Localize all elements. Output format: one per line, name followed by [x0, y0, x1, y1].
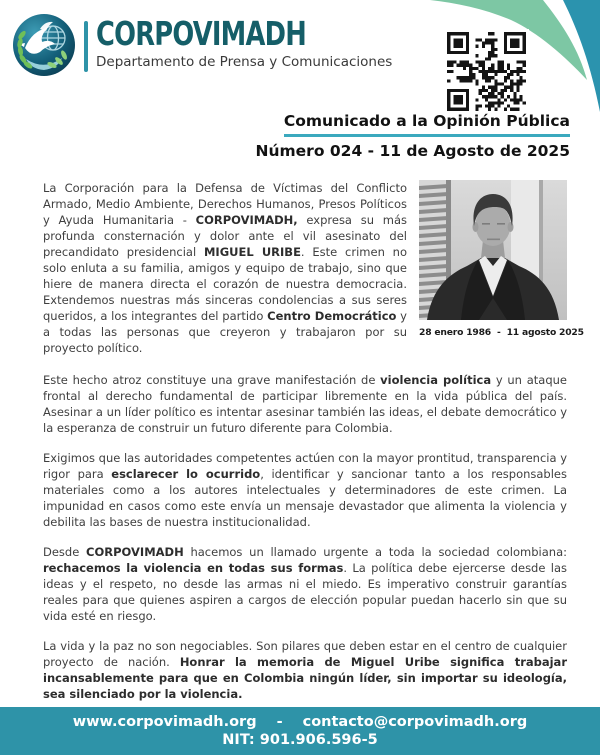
paragraph-intro: La Corporación para la Defensa de Víctimas del Conflicto Armado, Medio Ambiente, Derechos Humanos, Presos Políticos y Ayuda Humanitaria - CORPOVIMADH, expresa su más profunda consternación y dolor ante el vil asesinato del precandidato presidencial MIGUEL URIBE. Este crimen no solo enluta a su familia, amigos y equipo de trabajo, sino que hiere de manera directa el corazón de nuestra democracia. Extendemos nuestras más sinceras condolencias a sus seres queridos, a los integrantes del partido Centro Democrático y a todas las personas que creyeron y trabajaron por su proyecto político.	[43, 181, 407, 355]
qr-code	[444, 29, 529, 114]
paragraph: Exigimos que las autoridades competentes actúen con la mayor prontitud, transparencia y rigor para esclarecer lo ocurrido, identificar y sancionar tanto a los responsables materiales como a los autores intelectuales y determinadores de este crimen. La impunidad en casos como este envía un mensaje devastador que alimenta la violencia y debilita las bases de nuestra institucionalidad.	[43, 451, 567, 529]
paragraph: La vida y la paz no son negociables. Son pilares que deben estar en el centro de cualquier proyecto de nación. Honrar la memoria de Miguel Uribe significa trabajar incansablemente para que en Colombia ningún líder, sin importar su ideología, sea silenciado por la violencia.	[43, 639, 567, 701]
photo-caption-dates: 28 enero 1986 - 11 agosto 2025	[419, 327, 584, 338]
title-block	[256, 111, 570, 160]
footer-nit: NIT: 901.906.596-5	[222, 732, 378, 748]
brand-name: CORPOVIMADH	[96, 14, 307, 53]
footer-separator: -	[276, 714, 283, 730]
intro-row	[43, 180, 584, 370]
footer-contact-line	[73, 714, 528, 730]
paragraph: Este hecho atroz constituye una grave manifestación de violencia política y un ataque frontal al derecho fundamental de participar libremente en la vida pública del país. Asesinar a un líder político es intentar asesinar también las ideas, el debate democrático y la esperanza de construir un futuro diferente para Colombia.	[43, 373, 567, 435]
paragraph: Desde CORPOVIMADH hacemos un llamado urgente a toda la sociedad colombiana: rechacemos la violencia en todas sus formas. La política debe ejercerse desde las ideas y el respeto, no desde las armas ni el miedo. Es imperativo construir garantías reales para que quienes aspiren a cargos de elección popular puedan hacerlo sin que su vida esté en riesgo.	[43, 545, 567, 623]
brand-department: Departamento de Prensa y Comunicaciones	[96, 54, 393, 70]
portrait-photo	[419, 180, 567, 320]
corpovimadh-logo-icon	[12, 13, 76, 77]
footer-website-link[interactable]: www.corpovimadh.org	[72, 714, 257, 730]
document-body	[43, 180, 584, 716]
document-number-date: Número 024 - 11 de Agosto de 2025	[255, 142, 570, 160]
document-title: Comunicado a la Opinión Pública	[284, 112, 570, 137]
footer-email-link[interactable]: contacto@corpovimadh.org	[302, 714, 528, 730]
memorial-figure	[419, 180, 584, 370]
footer-bar	[0, 707, 600, 755]
brand-divider	[84, 21, 88, 72]
